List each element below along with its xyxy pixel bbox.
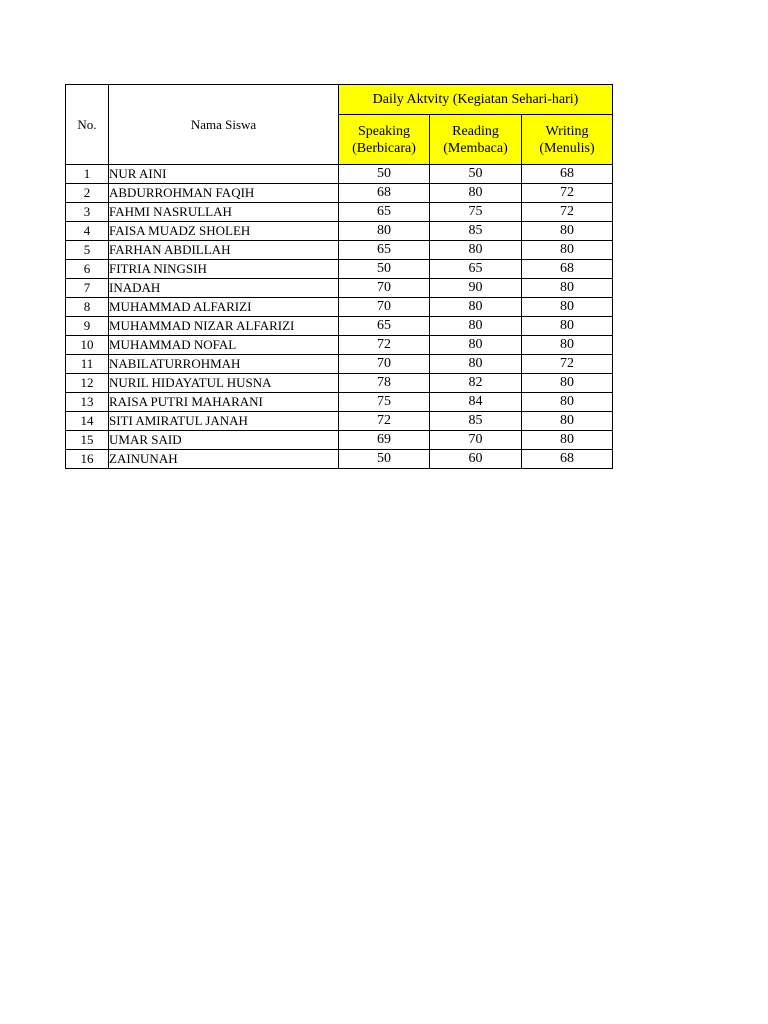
table-row xyxy=(66,184,613,203)
reading-score: 75 xyxy=(430,203,522,222)
speaking-score: 65 xyxy=(339,203,430,222)
header-speaking xyxy=(339,115,430,165)
writing-score: 80 xyxy=(522,374,613,393)
student-name: FAISA MUADZ SHOLEH xyxy=(109,222,339,241)
header-writing-id: (Menulis) xyxy=(539,140,595,156)
table-row xyxy=(66,450,613,469)
student-name: NUR AINI xyxy=(109,165,339,184)
writing-score: 80 xyxy=(522,241,613,260)
writing-score: 72 xyxy=(522,203,613,222)
speaking-score: 72 xyxy=(339,336,430,355)
table-row xyxy=(66,374,613,393)
header-student-name: Nama Siswa xyxy=(109,85,339,165)
writing-score: 80 xyxy=(522,298,613,317)
header-reading-id: (Membaca) xyxy=(443,140,508,156)
reading-score: 82 xyxy=(430,374,522,393)
reading-score: 80 xyxy=(430,241,522,260)
row-number: 1 xyxy=(66,165,109,184)
student-name: SITI AMIRATUL JANAH xyxy=(109,412,339,431)
table-row xyxy=(66,165,613,184)
speaking-score: 69 xyxy=(339,431,430,450)
header-writing xyxy=(522,115,613,165)
reading-score: 80 xyxy=(430,184,522,203)
student-name: MUHAMMAD NOFAL xyxy=(109,336,339,355)
speaking-score: 80 xyxy=(339,222,430,241)
writing-score: 80 xyxy=(522,222,613,241)
speaking-score: 70 xyxy=(339,298,430,317)
student-name: UMAR SAID xyxy=(109,431,339,450)
student-name: FAHMI NASRULLAH xyxy=(109,203,339,222)
speaking-score: 50 xyxy=(339,165,430,184)
reading-score: 80 xyxy=(430,336,522,355)
header-reading-en: Reading xyxy=(452,123,499,139)
speaking-score: 72 xyxy=(339,412,430,431)
row-number: 6 xyxy=(66,260,109,279)
row-number: 8 xyxy=(66,298,109,317)
student-name: ABDURROHMAN FAQIH xyxy=(109,184,339,203)
writing-score: 80 xyxy=(522,412,613,431)
table-row xyxy=(66,203,613,222)
row-number: 7 xyxy=(66,279,109,298)
table-row xyxy=(66,336,613,355)
writing-score: 68 xyxy=(522,260,613,279)
writing-score: 80 xyxy=(522,317,613,336)
speaking-score: 70 xyxy=(339,279,430,298)
speaking-score: 70 xyxy=(339,355,430,374)
header-no: No. xyxy=(66,85,109,165)
row-number: 10 xyxy=(66,336,109,355)
reading-score: 84 xyxy=(430,393,522,412)
writing-score: 68 xyxy=(522,165,613,184)
row-number: 15 xyxy=(66,431,109,450)
reading-score: 65 xyxy=(430,260,522,279)
speaking-score: 75 xyxy=(339,393,430,412)
row-number: 2 xyxy=(66,184,109,203)
row-number: 11 xyxy=(66,355,109,374)
row-number: 13 xyxy=(66,393,109,412)
table-row xyxy=(66,222,613,241)
header-speaking-id: (Berbicara) xyxy=(352,140,416,156)
reading-score: 85 xyxy=(430,412,522,431)
table-row xyxy=(66,317,613,336)
speaking-score: 50 xyxy=(339,450,430,469)
header-daily-activity: Daily Aktvity (Kegiatan Sehari-hari) xyxy=(339,85,613,115)
speaking-score: 65 xyxy=(339,241,430,260)
student-name: FARHAN ABDILLAH xyxy=(109,241,339,260)
table-row xyxy=(66,298,613,317)
reading-score: 70 xyxy=(430,431,522,450)
speaking-score: 65 xyxy=(339,317,430,336)
reading-score: 80 xyxy=(430,355,522,374)
student-name: NURIL HIDAYATUL HUSNA xyxy=(109,374,339,393)
reading-score: 60 xyxy=(430,450,522,469)
writing-score: 72 xyxy=(522,184,613,203)
writing-score: 80 xyxy=(522,393,613,412)
table-row xyxy=(66,431,613,450)
student-name: MUHAMMAD NIZAR ALFARIZI xyxy=(109,317,339,336)
speaking-score: 50 xyxy=(339,260,430,279)
student-name: FITRIA NINGSIH xyxy=(109,260,339,279)
header-writing-en: Writing xyxy=(545,123,589,139)
writing-score: 80 xyxy=(522,279,613,298)
header-speaking-en: Speaking xyxy=(357,123,411,139)
reading-score: 80 xyxy=(430,298,522,317)
row-number: 9 xyxy=(66,317,109,336)
speaking-score: 68 xyxy=(339,184,430,203)
table-row xyxy=(66,279,613,298)
table-row xyxy=(66,412,613,431)
row-number: 4 xyxy=(66,222,109,241)
table-row xyxy=(66,355,613,374)
header-reading xyxy=(430,115,522,165)
row-number: 12 xyxy=(66,374,109,393)
student-name: INADAH xyxy=(109,279,339,298)
row-number: 16 xyxy=(66,450,109,469)
table-row xyxy=(66,241,613,260)
table-row xyxy=(66,260,613,279)
student-name: MUHAMMAD ALFARIZI xyxy=(109,298,339,317)
row-number: 3 xyxy=(66,203,109,222)
reading-score: 50 xyxy=(430,165,522,184)
student-scores-table xyxy=(65,84,613,469)
speaking-score: 78 xyxy=(339,374,430,393)
writing-score: 80 xyxy=(522,431,613,450)
student-name: ZAINUNAH xyxy=(109,450,339,469)
student-name: NABILATURROHMAH xyxy=(109,355,339,374)
table-row xyxy=(66,393,613,412)
row-number: 5 xyxy=(66,241,109,260)
reading-score: 85 xyxy=(430,222,522,241)
writing-score: 68 xyxy=(522,450,613,469)
student-name: RAISA PUTRI MAHARANI xyxy=(109,393,339,412)
writing-score: 80 xyxy=(522,336,613,355)
reading-score: 90 xyxy=(430,279,522,298)
writing-score: 72 xyxy=(522,355,613,374)
row-number: 14 xyxy=(66,412,109,431)
reading-score: 80 xyxy=(430,317,522,336)
